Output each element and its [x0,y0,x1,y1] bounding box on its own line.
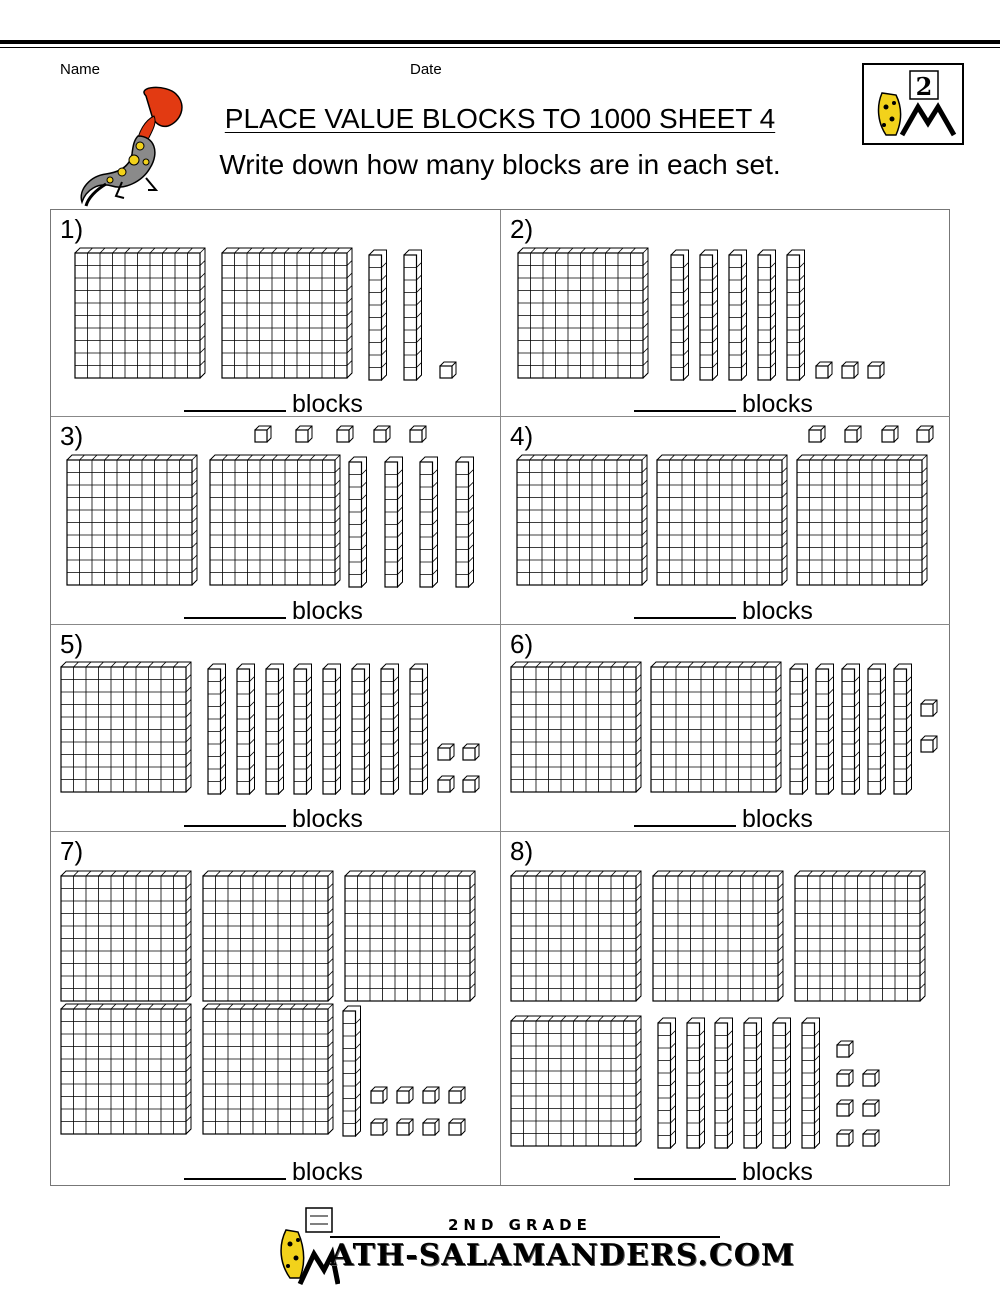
answer-blank[interactable]: blocks [634,1154,813,1187]
problem-number: 5) [60,629,84,659]
tens-rod-p5 [294,664,312,794]
ones-cube-p7 [449,1087,465,1103]
tens-rod-p8 [744,1018,762,1148]
ones-cube-p3 [255,426,271,442]
ones-cube-p2 [842,362,858,378]
ones-cube-p3 [296,426,312,442]
ones-cube-p7 [423,1119,439,1135]
answer-blank[interactable]: blocks [184,1154,363,1187]
tens-rod-p2 [758,250,776,380]
tens-rod-p8 [715,1018,733,1148]
problem-number: 4) [510,421,534,451]
ones-cube-p4 [809,426,825,442]
answer-blank[interactable]: blocks [634,593,813,626]
tens-rod-p1 [404,250,422,380]
tens-rod-p6 [842,664,860,794]
hundreds-flat-p4 [657,455,787,585]
ones-cube-p3 [374,426,390,442]
tens-rod-p2 [700,250,718,380]
tens-rod-p5 [266,664,284,794]
ones-cube-p8 [837,1130,853,1146]
tens-rod-p2 [729,250,747,380]
ones-cube-p6 [921,700,937,716]
ones-cube-p8 [837,1041,853,1057]
tens-rod-p2 [787,250,805,380]
ones-cube-p8 [837,1100,853,1116]
hundreds-flat-p8 [795,871,925,1001]
tens-rod-p7 [343,1006,361,1136]
hundreds-flat-p1 [75,248,205,378]
problem-number: 3) [60,421,84,451]
answer-blank[interactable]: blocks [184,801,363,834]
hundreds-flat-p2 [518,248,648,378]
footer-grade-text: 2ND GRADE [448,1216,592,1234]
ones-cube-p7 [397,1087,413,1103]
ones-cube-p5 [438,744,454,760]
tens-rod-p8 [687,1018,705,1148]
ones-cube-p4 [917,426,933,442]
tens-rod-p5 [381,664,399,794]
ones-cube-p7 [423,1087,439,1103]
hundreds-flat-p3 [67,455,197,585]
tens-rod-p5 [237,664,255,794]
tens-rod-p8 [773,1018,791,1148]
tens-rod-p2 [671,250,689,380]
name-label: Name [60,61,101,78]
ones-cube-p5 [463,744,479,760]
tens-rod-p5 [323,664,341,794]
ones-cube-p1 [440,362,456,378]
tens-rod-p1 [369,250,387,380]
tens-rod-p3 [456,457,474,587]
tens-rod-p8 [658,1018,676,1148]
problem-number: 7) [60,836,84,866]
ones-cube-p8 [863,1100,879,1116]
ones-cube-p4 [882,426,898,442]
hundreds-flat-p6 [511,662,641,792]
hundreds-flat-p7 [203,871,333,1001]
tens-rod-p6 [894,664,912,794]
problem-number: 6) [510,629,534,659]
tens-rod-p5 [352,664,370,794]
hundreds-flat-p6 [651,662,781,792]
hundreds-flat-p1 [222,248,352,378]
footer-site-text: ATH-SALAMANDERS.COM [330,1238,796,1273]
answer-blank[interactable]: blocks [634,801,813,834]
ones-cube-p6 [921,736,937,752]
ones-cube-p7 [371,1087,387,1103]
hundreds-flat-p7 [61,1004,191,1134]
grade-badge-number: 2 [915,72,933,101]
answer-blank[interactable]: blocks [184,386,363,419]
answer-blank[interactable]: blocks [634,386,813,419]
hundreds-flat-p4 [517,455,647,585]
ones-cube-p7 [397,1119,413,1135]
tens-rod-p6 [816,664,834,794]
hundreds-flat-p7 [345,871,475,1001]
ones-cube-p8 [863,1070,879,1086]
ones-cube-p7 [449,1119,465,1135]
problem-number: 2) [510,214,534,244]
hundreds-flat-p4 [797,455,927,585]
ones-cube-p3 [410,426,426,442]
tens-rod-p3 [420,457,438,587]
tens-rod-p8 [802,1018,820,1148]
tens-rod-p3 [349,457,367,587]
answer-blank[interactable]: blocks [184,593,363,626]
hundreds-flat-p7 [203,1004,333,1134]
instruction-text: Write down how many blocks are in each set. [219,149,781,180]
tens-rod-p3 [385,457,403,587]
hundreds-flat-p3 [210,455,340,585]
hundreds-flat-p8 [653,871,783,1001]
hundreds-flat-p7 [61,871,191,1001]
tens-rod-p5 [410,664,428,794]
ones-cube-p5 [463,776,479,792]
problem-number: 8) [510,836,534,866]
ones-cube-p7 [371,1119,387,1135]
ones-cube-p2 [868,362,884,378]
tens-rod-p6 [868,664,886,794]
ones-cube-p5 [438,776,454,792]
hundreds-flat-p8 [511,1016,641,1146]
ones-cube-p4 [845,426,861,442]
tens-rod-p5 [208,664,226,794]
problem-number: 1) [60,214,84,244]
hundreds-flat-p5 [61,662,191,792]
ones-cube-p8 [863,1130,879,1146]
ones-cube-p3 [337,426,353,442]
ones-cube-p8 [837,1070,853,1086]
hundreds-flat-p8 [511,871,641,1001]
tens-rod-p6 [790,664,808,794]
page-title: PLACE VALUE BLOCKS TO 1000 SHEET 4 [224,103,776,134]
ones-cube-p2 [816,362,832,378]
date-label: Date [410,61,442,78]
